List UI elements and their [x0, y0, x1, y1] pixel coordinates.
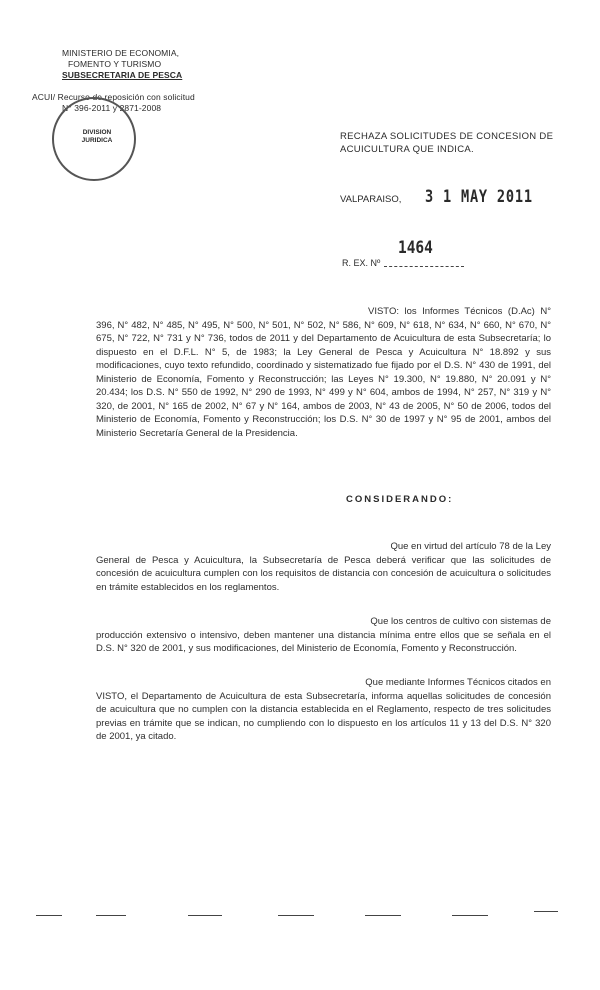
resolution-label: R. EX. Nº [342, 258, 381, 268]
considerando-2 [96, 615, 551, 656]
letterhead [62, 48, 252, 81]
place: VALPARAISO, [340, 194, 402, 205]
footer-rule-3 [188, 915, 222, 916]
considerando-heading: CONSIDERANDO: [346, 494, 454, 505]
footer-rule-5 [365, 915, 401, 916]
considerando-2-lead: Que los centros de cultivo con sistemas de [370, 616, 551, 627]
considerando-2-text: producción extensivo o intensivo, deben mantener una distancia mínima entre ellos que se señala en el D.S. N° 320 de 2001, y sus modificaciones, del Ministerio de Economía, Fomento y Reconstrucción. [96, 629, 551, 654]
considerando-3-lead: Que mediante Informes Técnicos citados en [365, 677, 551, 688]
reference-line-1: ACUI/ Recurso de reposición con solicitud [32, 92, 195, 102]
stamp-label-division: DIVISION [82, 129, 112, 136]
stamp-label-juridica: JURIDICA [81, 137, 113, 144]
subsecretaria-title: SUBSECRETARIA DE PESCA [62, 70, 183, 80]
footer-rule-1 [36, 915, 62, 916]
visto-paragraph: VISTO: los Informes Técnicos (D.Ac) N° 396, N° 482, N° 485, N° 495, N° 500, N° 501, N° 502, N° 586, N° 609, N° 618, N° 634, N° 660, N° 670, N° 675, N° 722, N° 731 y N° 736, todos de 2011 y del Departamento de Acuicultura de esta Subsecretaría; lo dispuesto en el D.F.L. N° 5, de 1983; la Ley General de Pesca y Acuicultura N° 18.892 y sus modificaciones, cuyo texto refundido, coordinado y sistematizado fue fijado por el D.S. N° 430 de 1991, del Ministerio de Economía, Fomento y Reconstrucción; las Leyes N° 19.300, N° 19.880, N° 20.091 y N° 20.434; los D.S. N° 550 de 1992, N° 290 de 1993, N° 499 y N° 604, ambos de 1994, N° 257, N° 319 y N° 320, de 2001, N° 165 de 2002, N° 67 y N° 164, ambos de 2003, N° 43 de 2005, N° 50 de 2006, todos del Ministerio de Economía, Fomento y Reconstrucción; los D.S. N° 30 de 1997 y N° 95 de 2001, ambos del Ministerio Secretaría General de la Presidencia. [96, 306, 551, 439]
reference-line-2: N° 396-2011 y 2871-2008 [62, 103, 162, 113]
date-stamp: 3 1 MAY 2011 [425, 187, 533, 207]
footer-rule-4 [278, 915, 314, 916]
footer-rule-7 [534, 911, 558, 912]
ministry-line-1: MINISTERIO DE ECONOMIA, [62, 48, 180, 58]
footer-rule-6 [452, 915, 488, 916]
considerando-1 [96, 540, 551, 594]
considerando-3-text: VISTO, el Departamento de Acuicultura de esta Subsecretaría, informa aquellas solicitudes de concesión de acuicultura que no cumplen con la distancia establecida en el Reglamento, respecto de tres solicitudes previas en trámite que se indican, no cumpliendo con lo dispuesto en los artículos 11 y 13 del D.S. N° 320 de 2001, ya citado. [96, 690, 551, 742]
division-stamp-icon [52, 97, 136, 181]
considerando-3 [96, 676, 551, 744]
considerando-1-lead: Que en virtud del artículo 78 de la Ley [390, 541, 551, 552]
footer-rule-2 [96, 915, 126, 916]
ministry-line-2: FOMENTO Y TURISMO [68, 59, 162, 69]
resolution-number: 1464 [398, 238, 433, 258]
considerando-1-text: General de Pesca y Acuicultura, la Subsecretaría de Pesca deberá verificar que las solicitudes de concesión de acuicultura cumplen con los requisitos de distancia con concesión de acuicultura o solicitudes en trámite establecidos en los reglamentos. [96, 554, 551, 593]
resolution-subject: RECHAZA SOLICITUDES DE CONCESION DE ACUICULTURA QUE INDICA. [340, 131, 554, 155]
resolution-label-underline [384, 266, 464, 267]
